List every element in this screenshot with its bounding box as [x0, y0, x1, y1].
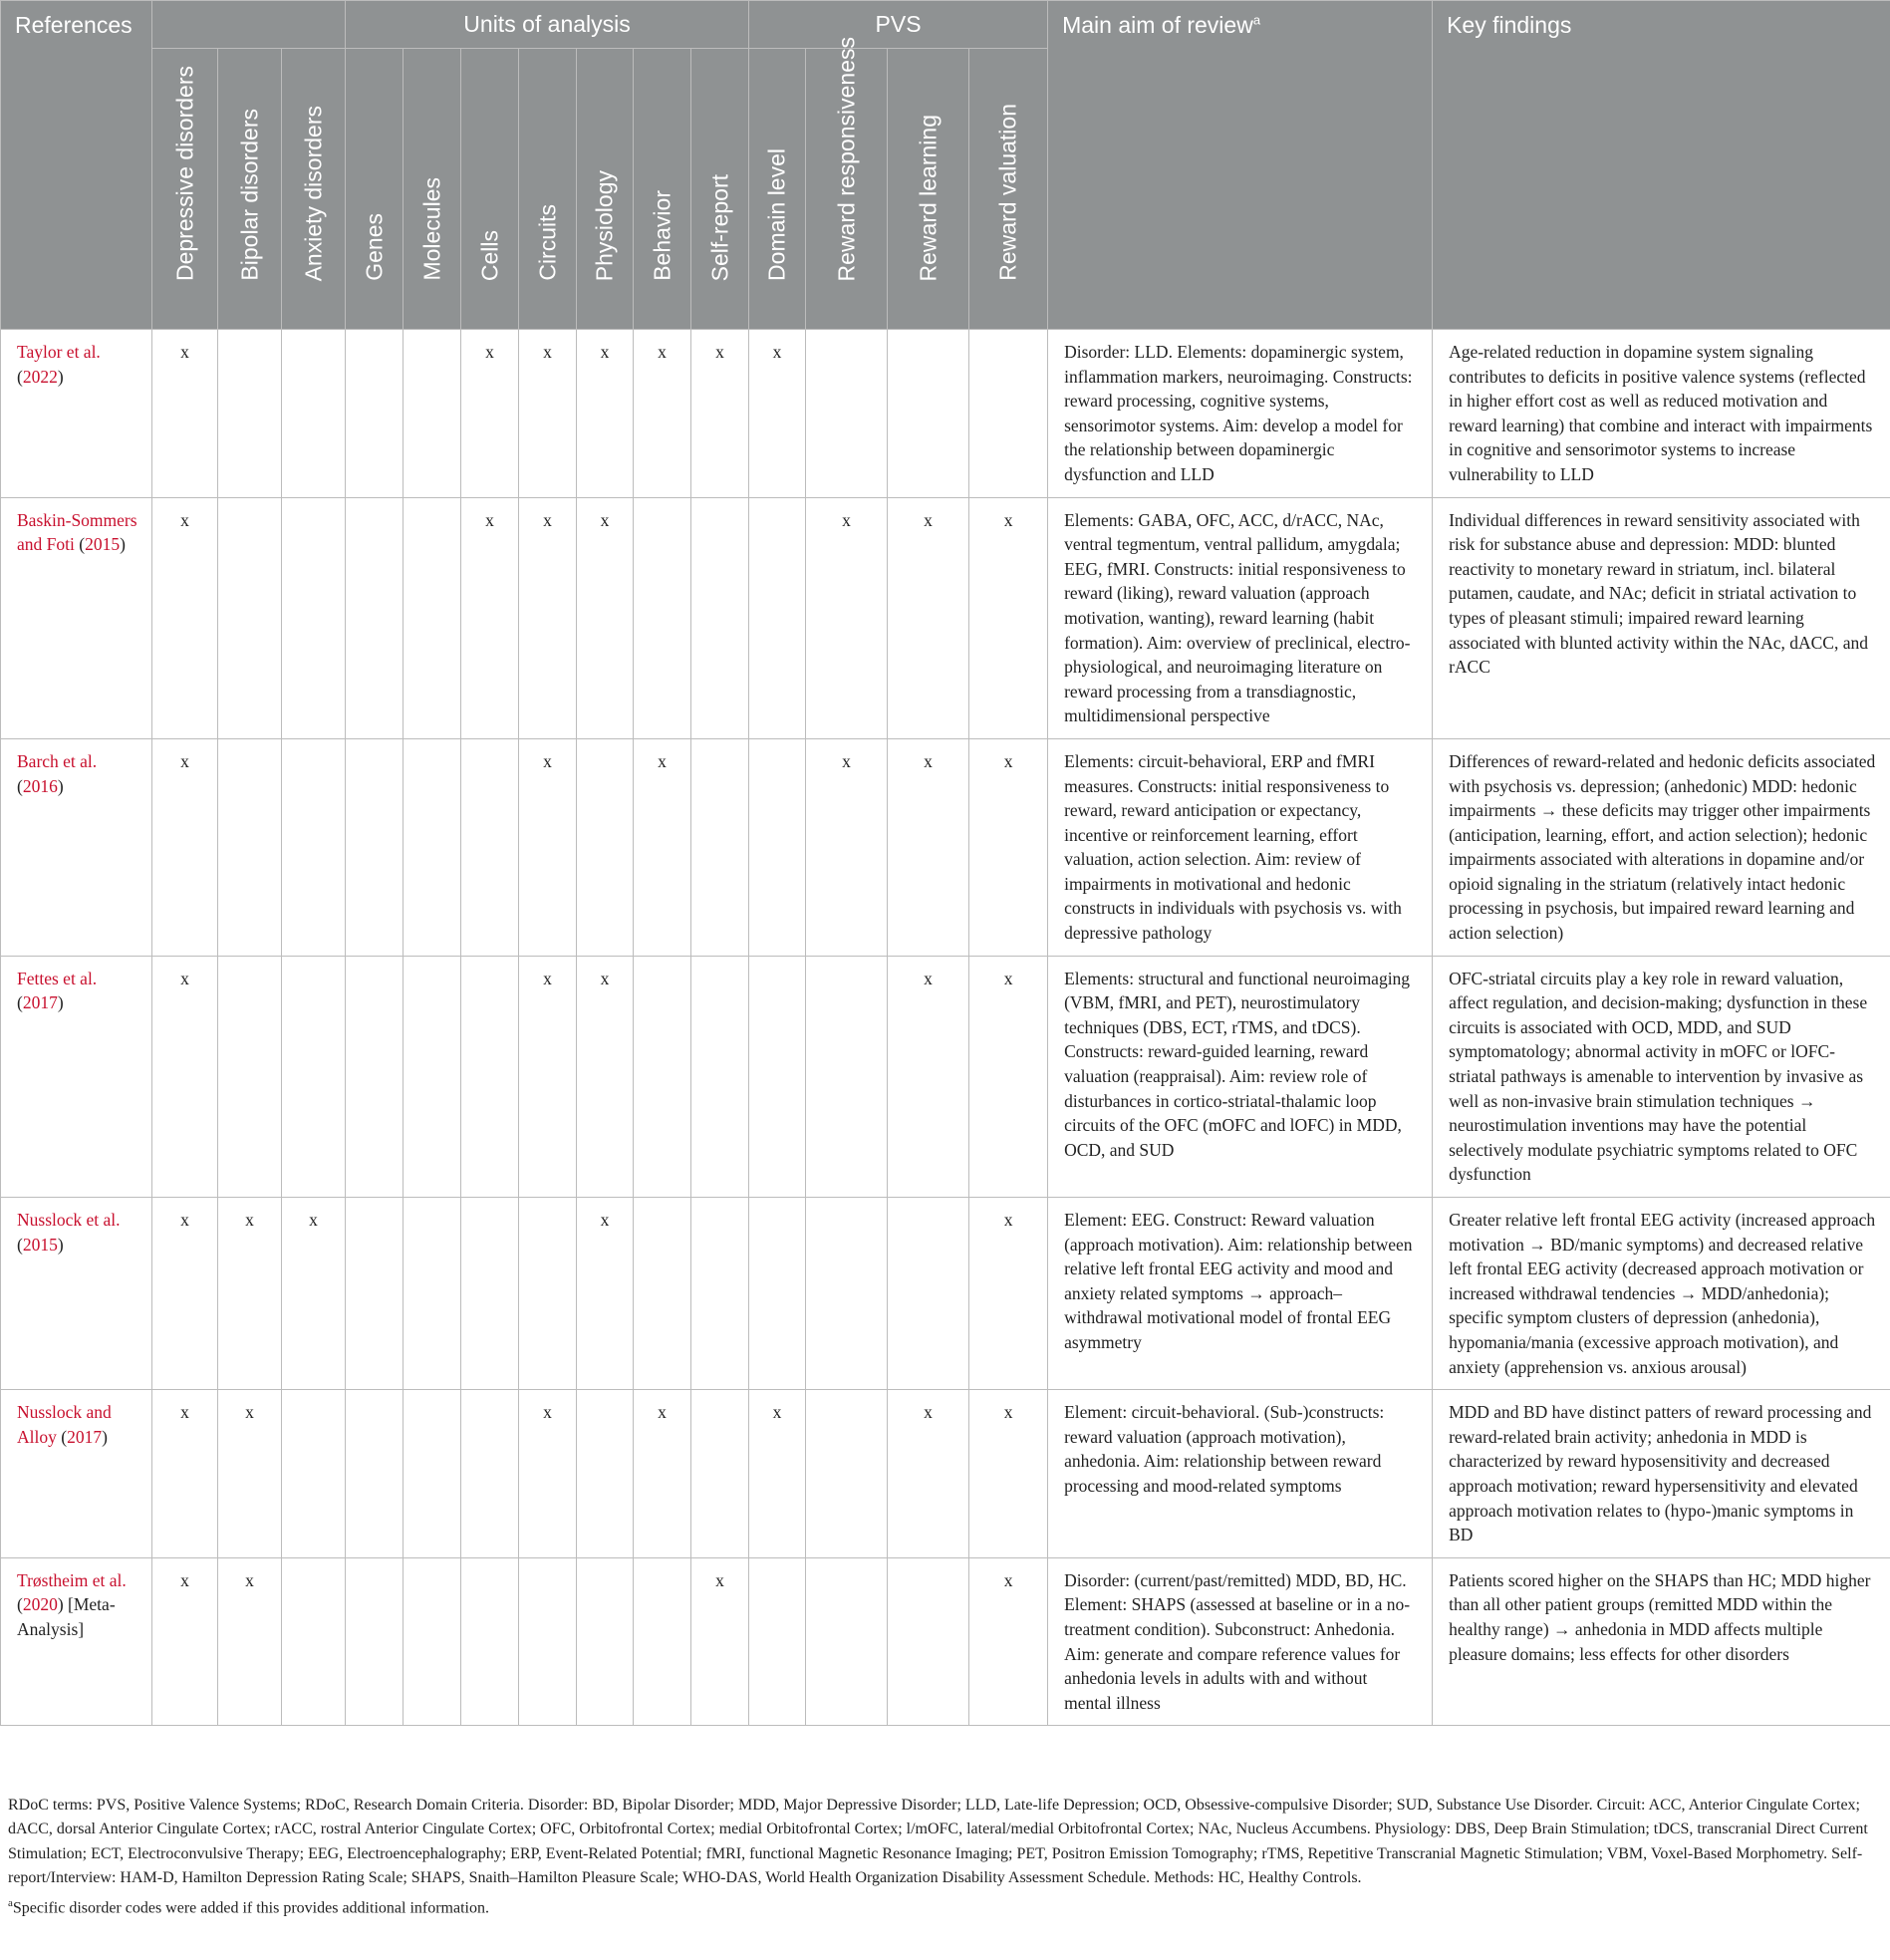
table-row — [1, 330, 1890, 498]
mark-cell — [282, 956, 346, 1197]
column-header: Cells — [461, 49, 519, 330]
mark-cell — [806, 1198, 888, 1390]
main-aim-cell: Disorder: (current/past/remitted) MDD, BD, HC. Element: SHAPS (assessed at baseline or in a no-treatment condition). Subconstruct: Anhedonia. Aim: generate and compare reference values for anhedonia levels in adults with and without mental illness — [1048, 1557, 1433, 1726]
reference-year[interactable]: 2022 — [22, 366, 58, 387]
mark-cell — [461, 738, 519, 956]
mark-cell — [282, 497, 346, 738]
main-aim-cell: Elements: GABA, OFC, ACC, d/rACC, NAc, ventral tegmentum, ventral pallidum, amygdala; EEG, fMRI. Constructs: initial responsiveness to reward (liking), reward valuation (approach motivation, wanting), reward learning (habit formation). Aim: overview of preclinical, electro-physiological, and neuroimaging literature on reward processing from a transdiagnostic, multidimensional perspective — [1048, 497, 1433, 738]
mark-cell: x — [218, 1198, 282, 1390]
mark-cell: x — [218, 1557, 282, 1726]
key-findings-cell: Age-related reduction in dopamine system signaling contributes to deficits in positive valence systems (reflected in higher effort cost as well as reduced motivation and reward learning) that combine and interact with impairments in cognitive and sensorimotor systems to increase vulnerability to LLD — [1433, 330, 1890, 498]
references-header: References — [1, 1, 152, 330]
mark-cell — [806, 1557, 888, 1726]
table-row — [1, 1390, 1890, 1558]
table-row — [1, 1198, 1890, 1390]
mark-cell — [806, 330, 888, 498]
column-header: Genes — [346, 49, 404, 330]
mark-cell — [282, 738, 346, 956]
reference-cell: Fettes et al. (2017) — [1, 956, 152, 1197]
mark-cell — [404, 1390, 461, 1558]
mark-cell — [346, 738, 404, 956]
mark-cell — [346, 1557, 404, 1726]
mark-cell: x — [577, 330, 634, 498]
mark-cell — [519, 1198, 577, 1390]
reference-cell: Barch et al. (2016) — [1, 738, 152, 956]
reference-year[interactable]: 2017 — [67, 1426, 103, 1447]
reference-cell: Nusslock and Alloy (2017) — [1, 1390, 152, 1558]
mark-cell — [218, 330, 282, 498]
reference-cell: Baskin-Sommers and Foti (2015) — [1, 497, 152, 738]
reference-year[interactable]: 2017 — [22, 992, 58, 1013]
reference-author[interactable]: Taylor et al. — [17, 342, 101, 362]
column-header: Depressive disorders — [152, 49, 218, 330]
column-header: Domain level — [749, 49, 806, 330]
mark-cell: x — [519, 738, 577, 956]
mark-cell: x — [577, 497, 634, 738]
mark-cell: x — [577, 1198, 634, 1390]
mark-cell — [634, 1198, 691, 1390]
mark-cell — [577, 1390, 634, 1558]
column-header: Circuits — [519, 49, 577, 330]
main-aim-cell: Elements: structural and functional neuroimaging (VBM, fMRI, and PET), neurostimulatory techniques (DBS, ECT, rTMS, and tDCS). Constructs: reward-guided learning, reward valuation (reappraisal). Aim: review role of disturbances in cortico-striatal-thalamic loop circuits of the OFC (mOFC and lOFC) in MDD, OCD, and SUD — [1048, 956, 1433, 1197]
mark-cell: x — [969, 738, 1048, 956]
reference-cell: Nusslock et al. (2015) — [1, 1198, 152, 1390]
mark-cell — [404, 497, 461, 738]
pvs-header: PVS — [749, 1, 1048, 49]
mark-cell: x — [749, 1390, 806, 1558]
mark-cell — [749, 738, 806, 956]
mark-cell: x — [519, 330, 577, 498]
main-aim-header: Main aim of review$^a$ — [1048, 1, 1433, 330]
reference-year[interactable]: 2015 — [85, 534, 121, 555]
column-header: Reward responsiveness — [806, 49, 888, 330]
mark-cell — [461, 1390, 519, 1558]
reference-suffix: [Meta-Analysis] — [17, 1594, 116, 1639]
mark-cell — [404, 956, 461, 1197]
mark-cell: x — [969, 497, 1048, 738]
mark-cell — [577, 738, 634, 956]
reference-year[interactable]: 2016 — [22, 775, 58, 796]
header-row-groups — [1, 1, 1890, 49]
mark-cell: x — [888, 738, 969, 956]
mark-cell: x — [969, 956, 1048, 1197]
mark-cell: x — [888, 956, 969, 1197]
mark-cell: x — [634, 738, 691, 956]
key-findings-header: Key findings — [1433, 1, 1890, 330]
mark-cell — [634, 956, 691, 1197]
mark-cell: x — [152, 738, 218, 956]
column-header: Behavior — [634, 49, 691, 330]
mark-cell: x — [691, 330, 749, 498]
mark-cell: x — [634, 1390, 691, 1558]
reference-author[interactable]: Trøstheim et al. — [17, 1569, 127, 1590]
column-header: Reward valuation — [969, 49, 1048, 330]
mark-cell — [218, 738, 282, 956]
column-header: Physiology — [577, 49, 634, 330]
table-row — [1, 1557, 1890, 1726]
mark-cell — [691, 1390, 749, 1558]
mark-cell — [461, 956, 519, 1197]
mark-cell — [749, 956, 806, 1197]
mark-cell: x — [888, 497, 969, 738]
mark-cell — [346, 330, 404, 498]
mark-cell — [519, 1557, 577, 1726]
table-row — [1, 738, 1890, 956]
mark-cell: x — [888, 1390, 969, 1558]
mark-cell: x — [634, 330, 691, 498]
mark-cell — [346, 497, 404, 738]
mark-cell — [404, 1557, 461, 1726]
mark-cell: x — [806, 738, 888, 956]
main-aim-cell: Element: EEG. Construct: Reward valuation (approach motivation). Aim: relationship between relative left frontal EEG activity and mood and anxiety related symptoms → approach–withdrawal motivational model of frontal EEG asymmetry — [1048, 1198, 1433, 1390]
reference-cell: Trøstheim et al. (2020) [Meta-Analysis] — [1, 1557, 152, 1726]
mark-cell — [806, 956, 888, 1197]
main-aim-cell: Disorder: LLD. Elements: dopaminergic system, inflammation markers, neuroimaging. Constructs: reward processing, cognitive systems, sensorimotor systems. Aim: develop a model for the relationship between dopaminergic dysfunction and LLD — [1048, 330, 1433, 498]
mark-cell: x — [152, 956, 218, 1197]
mark-cell: x — [969, 1198, 1048, 1390]
mark-cell — [634, 1557, 691, 1726]
mark-cell — [691, 738, 749, 956]
mark-cell: x — [461, 330, 519, 498]
key-findings-cell: MDD and BD have distinct patters of reward processing and reward-related brain activity; anhedonia in MDD is characterized by reward hyposensitivity and decreased approach motivation; reward hypersensitivity and elevated approach motivation relates to (hypo-)manic symptoms in BD — [1433, 1390, 1890, 1558]
mark-cell — [749, 497, 806, 738]
mark-cell — [346, 956, 404, 1197]
mark-cell: x — [218, 1390, 282, 1558]
mark-cell — [218, 497, 282, 738]
mark-cell: x — [806, 497, 888, 738]
reference-author[interactable]: Barch et al. — [17, 750, 98, 771]
mark-cell — [404, 1198, 461, 1390]
reference-author[interactable]: Nusslock and Alloy — [17, 1402, 112, 1447]
reference-author[interactable]: Nusslock et al. — [17, 1210, 121, 1230]
table-body — [1, 330, 1890, 1726]
mark-cell — [749, 1198, 806, 1390]
mark-cell — [969, 330, 1048, 498]
key-findings-cell: Greater relative left frontal EEG activity (increased approach motivation → BD/manic symptoms) and decreased relative left frontal EEG activity (decreased approach motivation or increased withdrawal tendencies → MDD/anhedonia); specific symptom clusters of depression (anhedonia), hypomania/mania (excessive approach motivation), and anxiety (apprehension vs. anxious arousal) — [1433, 1198, 1890, 1390]
main-aim-cell: Element: circuit-behavioral. (Sub-)constructs: reward valuation (approach motivation), anhedonia. Aim: relationship between reward processing and mood-related symptoms — [1048, 1390, 1433, 1558]
reference-author[interactable]: Baskin-Sommers and Foti — [17, 509, 137, 555]
table-row — [1, 956, 1890, 1197]
mark-cell: x — [519, 497, 577, 738]
key-findings-cell: OFC-striatal circuits play a key role in reward valuation, affect regulation, and decision-making; dysfunction in these circuits is associated with OCD, MDD, and SUD symptomatology; abnormal activity in mOFC or lOFC-striatal pathways is amenable to intervention by invasive as well as non-invasive brain stimulation techniques → neurostimulation inventions may have the potential selectively modulate psychiatric symptoms related to OFC dysfunction — [1433, 956, 1890, 1197]
table-footnote — [8, 1794, 1881, 1920]
disorder-codes-note: $^a$Specific disorder codes were added if this provides additional information. — [8, 1896, 489, 1916]
mark-cell: x — [461, 497, 519, 738]
disorders-group-header — [152, 1, 346, 49]
column-header: Molecules — [404, 49, 461, 330]
reference-author[interactable]: Fettes et al. — [17, 968, 98, 988]
column-header: Anxiety disorders — [282, 49, 346, 330]
column-header: Self-report — [691, 49, 749, 330]
abbreviations-note: RDoC terms: PVS, Positive Valence Systems; RDoC, Research Domain Criteria. Disorder: BD, Bipolar Disorder; MDD, Major Depressive Disorder; LLD, Late-life Depression; OCD, Obsessive-compulsive Disorder; SUD, Substance Use Disorder. Circuit: ACC, Anterior Cingulate Cortex; dACC, dorsal Anterior Cingulate Cortex; rACC, rostral Anterior Cingulate Cortex; OFC, Orbitofrontal Cortex; medial Orbitofrontal Cortex; l/mOFC, lateral/medial Orbitofrontal Cortex; NAc, Nucleus Accumbens. Physiology: DBS, Deep Brain Stimulation; tDCS, transcranial Direct Current Stimulation; ECT, Electroconvulsive Therapy; EEG, Electroencephalography; ERP, Event-Related Potential; fMRI, functional Magnetic Resonance Imaging; PET, Positron Emission Tomography; rTMS, Repetitive Transcranial Magnetic Stimulation; VBM, Voxel-Based Morphometry. Self-report/Interview: HAM-D, Hamilton Depression Rating Scale; SHAPS, Snaith–Hamilton Pleasure Scale; WHO-DAS, World Health Organization Disability Assessment Schedule. Methods: HC, Healthy Controls. — [8, 1797, 1868, 1887]
reference-year[interactable]: 2015 — [22, 1234, 58, 1255]
mark-cell — [577, 1557, 634, 1726]
mark-cell — [404, 330, 461, 498]
units-of-analysis-header: Units of analysis — [346, 1, 749, 49]
mark-cell: x — [519, 956, 577, 1197]
mark-cell — [282, 1390, 346, 1558]
mark-cell: x — [519, 1390, 577, 1558]
mark-cell — [282, 1557, 346, 1726]
mark-cell — [691, 497, 749, 738]
mark-cell — [806, 1390, 888, 1558]
key-findings-cell: Patients scored higher on the SHAPS than HC; MDD higher than all other patient groups (remitted MDD within the healthy range) → anhedonia in MDD affects multiple pleasure domains; less effects for other disorders — [1433, 1557, 1890, 1726]
mark-cell — [691, 1198, 749, 1390]
table-row — [1, 497, 1890, 738]
mark-cell — [888, 330, 969, 498]
mark-cell: x — [152, 497, 218, 738]
mark-cell — [346, 1390, 404, 1558]
mark-cell: x — [152, 1557, 218, 1726]
mark-cell — [282, 330, 346, 498]
reference-year[interactable]: 2020 — [22, 1594, 58, 1615]
mark-cell — [888, 1198, 969, 1390]
reference-cell: Taylor et al. (2022) — [1, 330, 152, 498]
mark-cell: x — [152, 1198, 218, 1390]
mark-cell — [749, 1557, 806, 1726]
mark-cell — [346, 1198, 404, 1390]
mark-cell: x — [282, 1198, 346, 1390]
column-header: Reward learning — [888, 49, 969, 330]
mark-cell: x — [152, 1390, 218, 1558]
mark-cell — [461, 1198, 519, 1390]
mark-cell: x — [969, 1390, 1048, 1558]
mark-cell — [404, 738, 461, 956]
mark-cell: x — [152, 330, 218, 498]
mark-cell: x — [577, 956, 634, 1197]
mark-cell — [461, 1557, 519, 1726]
column-header: Bipolar disorders — [218, 49, 282, 330]
mark-cell — [634, 497, 691, 738]
mark-cell — [691, 956, 749, 1197]
main-aim-cell: Elements: circuit-behavioral, ERP and fMRI measures. Constructs: initial responsiveness to reward, reward anticipation or expectancy, incentive or reinforcement learning, effort valuation, action selection. Aim: review of impairments in motivational and hedonic constructs in individuals with psychosis vs. with depressive pathology — [1048, 738, 1433, 956]
mark-cell — [888, 1557, 969, 1726]
key-findings-cell: Differences of reward-related and hedonic deficits associated with psychosis vs. depression; (anhedonic) MDD: hedonic impairments → these deficits may trigger other impairments (anticipation, learning, effort, and action selection); hedonic impairments associated with alterations in dopamine and/or opioid signaling in the striatum (relatively intact hedonic processing in psychosis, but impaired reward learning and action selection) — [1433, 738, 1890, 956]
mark-cell — [218, 956, 282, 1197]
key-findings-cell: Individual differences in reward sensitivity associated with risk for substance abuse and depression: MDD: blunted reactivity to monetary reward in striatum, incl. bilateral putamen, caudate, and NAc; deficit in striatal activation to types of pleasant stimuli; impaired reward learning associated with blunted activity within the NAc, dACC, and rACC — [1433, 497, 1890, 738]
mark-cell: x — [749, 330, 806, 498]
mark-cell: x — [969, 1557, 1048, 1726]
mark-cell: x — [691, 1557, 749, 1726]
